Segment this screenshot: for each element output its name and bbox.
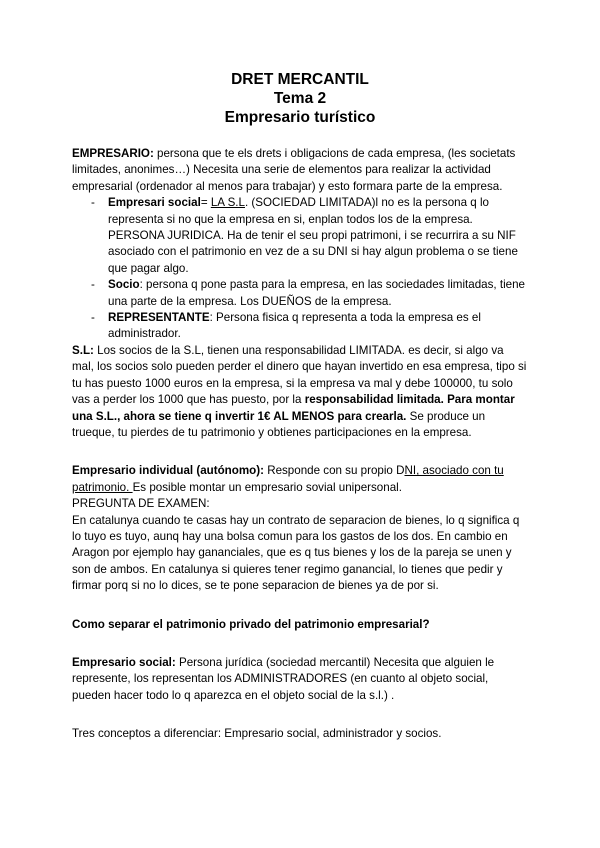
empresari-social-text: . (SOCIEDAD LIMITADA)l no es la persona q lo representa si no que la empresa en si, enplan todos los de la empresa. PERSONA JURIDICA. Ha de tenir el seu propi patrimoni, i se recurrira a su NIF asociado con el patrimonio en vez de a su DNI si hay algun problema o se tiene que pagar algo. (108, 196, 518, 275)
document-page (72, 70, 528, 743)
document-title: DRET MERCANTIL (231, 71, 369, 88)
empresario-social-text: Persona jurídica (sociedad mercantil) Necesita que alguien le represente, los representan los ADMINISTRADORES (en cuanto al objeto social, pueden hacer todo lo q aparezca en el objeto social de la s.l.) . (72, 655, 495, 702)
representante-text: : Persona fisica q representa a toda la empresa es el administrador. (108, 311, 481, 341)
equals-sign: = (200, 196, 211, 210)
representante-label: REPRESENTANTE (108, 311, 210, 325)
sl-text-1: Los socios de la S.L, tienen una responsabilidad LIMITADA. es decir, si algo va mal, los socios solo pueden perder el dinero que hayan invertido en esa empresa, tipo si tu has puesto 1000 euros en la empresa, si la empresa va mal y debe 100000, tu solo vas a perder los 1000 que has puesto, por la (72, 343, 527, 407)
topic-number: Tema 2 (273, 90, 327, 107)
empresario-definition (72, 146, 528, 195)
individual-underlined: NI, asociado con tu patrimonio. (72, 464, 504, 494)
sl-label: S.L: (72, 343, 94, 357)
empresario-social-paragraph (72, 655, 528, 704)
socio-label: Socio (108, 278, 140, 292)
sl-link: LA S.L (210, 196, 245, 210)
exam-question-text: En catalunya cuando te casas hay un contrato de separacion de bienes, lo q significa q lo tuyo es tuyo, aunq hay una bolsa comun para los gastos de los dos. En cambio en Aragon por ejemplo hay gananciales, que es q tus bienes y los de la pareja se unen y son de ambos. En catalunya si quieres tener regimo ganancial, lo tienes que pedir y firmar porq si no lo dices, se te pone separacion de bienes ya de por si. (72, 513, 520, 593)
conceptos-paragraph: Tres conceptos a diferenciar: Empresario social, administrador y socios. (72, 727, 442, 741)
empresario-text: persona que te els drets i obligacions de cada empresa, (les societats limitades, anonimes…) Necesita una serie de elementos para realizar la actividad empresarial (ordenador al menos para trabajar) y esto formara parte de la empresa. (72, 147, 516, 193)
socio-text: : persona q pone pasta para la empresa, en las sociedades limitadas, tiene una parte de la empresa. Los DUEÑOS de la empresa. (108, 278, 525, 308)
empresari-social-label: Empresari social (108, 196, 201, 210)
exam-question-heading: PREGUNTA DE EXAMEN: (72, 497, 210, 511)
patrimonio-question-text: Como separar el patrimonio privado del patrimonio empresarial? (72, 617, 430, 631)
sl-text-2: Se produce un trueque, tu pierdes de tu patrimonio y obtienes participaciones en la empresa. (72, 409, 486, 439)
empresario-social-label: Empresario social: (72, 655, 176, 669)
list-item-socio (108, 277, 528, 310)
sl-bold-text: responsabilidad limitada. Para montar una S.L., ahora se tiene q invertir 1€ AL MENOS para crearla. (72, 393, 515, 423)
patrimonio-question (72, 617, 528, 633)
individual-paragraph (72, 463, 528, 496)
individual-text-2: Es posible montar un empresario sovial unipersonal. (132, 480, 402, 494)
empresario-label: EMPRESARIO: (72, 147, 154, 160)
concept-list (72, 195, 528, 343)
list-item-empresari-social (108, 195, 528, 277)
list-item-representante (108, 310, 528, 343)
individual-label: Empresario individual (autónomo): (72, 464, 264, 478)
sl-paragraph (72, 343, 528, 441)
individual-text-1: Responde con su propio D (263, 464, 405, 478)
topic-title: Empresario turístico (224, 109, 376, 126)
